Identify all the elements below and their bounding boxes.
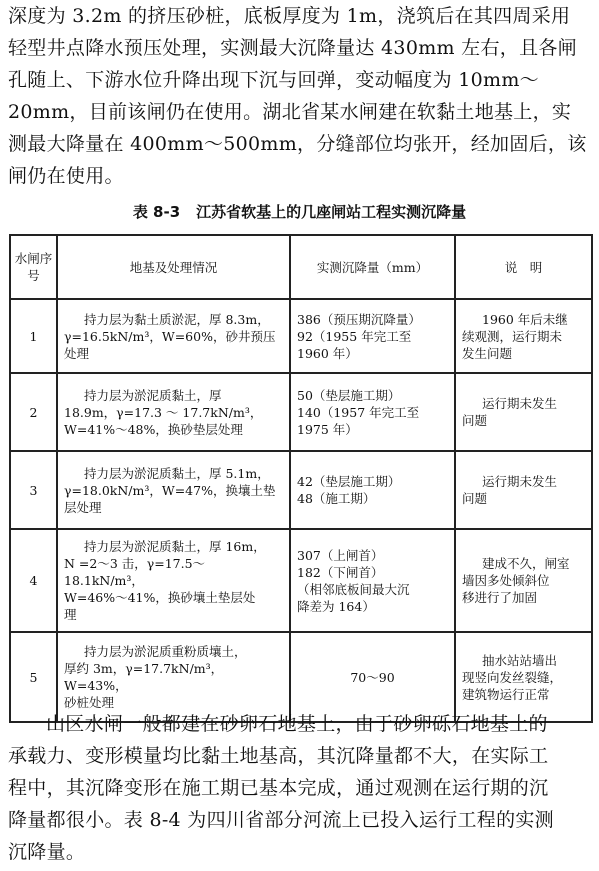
settlement-table [9,234,593,723]
text-line: 山区水闸一般都建在砂卵石地基上，由于砂卵砾石地基土的 [46,713,548,735]
cell-line: 运行期未发生 [482,474,558,489]
cell-line: γ=18.0kN/m³，W=47%，换壤土垫 [64,482,276,498]
cell-line: 307（上闸首） [297,547,384,563]
table-row [10,451,592,529]
cell-line: 层处理 [64,499,102,515]
cell-settlement [290,451,455,529]
cell-gate-no: 5 [10,632,57,722]
header-note: 说 明 [455,235,592,299]
cell-line: 抽水站站墙出 [482,652,558,668]
table-row [10,373,592,451]
cell-note [455,299,592,373]
cell-line: 70～90 [350,669,395,685]
paragraph-top [8,0,592,192]
text-line: 20mm，目前该闸仍在使用。湖北省某水闸建在软黏土地基上，实 [8,101,572,123]
table-title: 江苏省软基上的几座闸站工程实测沉降量 [196,203,467,221]
cell-line: 降差为 164） [297,598,375,614]
table-caption [0,200,599,224]
cell-line: 问题 [462,413,488,428]
cell-line: 48（施工期） [297,491,376,506]
cell-foundation [57,529,290,632]
cell-foundation [57,373,290,451]
cell-settlement [290,373,455,451]
table-header-row [10,235,592,299]
cell-line: 140（1957 年完工至 [297,404,420,420]
text-line: 承载力、变形模量均比黏土地基高，其沉降量都不大，在实际工 [8,745,549,767]
cell-line: 理 [64,607,77,622]
cell-line: 持力层为淤泥质重粉质壤土， [84,644,247,659]
cell-line: 建筑物运行正常 [462,686,550,702]
cell-line: 厚约 3m，γ=17.7kN/m³，W=43%， [64,661,224,693]
cell-line: 1960 年后未继 [482,311,568,327]
text-line: 孔随上、下游水位升降出现下沉与回弹，变动幅度为 10mm～ [8,69,539,91]
table-row [10,299,592,373]
cell-note [455,451,592,529]
cell-line: 持力层为黏土质淤泥，厚 8.3m， [84,311,270,327]
cell-line: 处理 [64,345,90,361]
cell-gate-no: 4 [10,529,57,632]
cell-line: 发生问题 [462,345,513,361]
text-line: 测最大降量在 400mm～500mm，分缝部位均张开，经加固后，该 [8,133,587,155]
cell-note [455,373,592,451]
text-line: 程中，其沉降变形在施工期已基本完成，通过观测在运行期的沉 [8,777,549,799]
cell-settlement [290,529,455,632]
header-foundation: 地基及处理情况 [57,235,290,299]
cell-line: （相邻底板间最大沉 [297,581,410,597]
cell-line: 50（垫层施工期） [297,387,401,403]
cell-line: 运行期未发生 [482,396,558,411]
cell-line: W=41%～48%，换砂垫层处理 [64,421,243,437]
cell-line: 移进行了加固 [462,590,538,605]
table-number: 表 8-3 [132,203,181,221]
cell-line: 386（预压期沉降量） [297,311,421,327]
cell-line: 1975 年） [297,421,358,437]
cell-settlement [290,299,455,373]
header-settlement: 实测沉降量（mm） [290,235,455,299]
cell-line: 18.9m，γ=17.3 ～ 17.7kN/m³， [64,404,263,420]
header-gate-no: 水闸序号 [10,235,57,299]
cell-foundation [57,299,290,373]
cell-gate-no: 2 [10,373,57,451]
cell-line: 问题 [462,491,488,506]
cell-line: 42（垫层施工期） [297,474,401,489]
text-line: 轻型井点降水预压处理，实测最大沉降量达 430mm 左右，且各闸 [8,37,577,59]
table-row [10,529,592,632]
text-line: 闸仍在使用。 [8,165,124,187]
cell-line: 墙因多处倾斜位 [462,573,550,588]
cell-foundation [57,451,290,529]
text-line: 降量都很小。表 8-4 为四川省部分河流上已投入运行工程的实测 [8,809,554,831]
cell-line: 续观测，运行期未 [462,328,563,344]
paragraph-bottom [8,708,592,868]
cell-gate-no: 1 [10,299,57,373]
cell-line: γ=16.5kN/m³，W=60%，砂井预压 [64,328,276,344]
cell-gate-no: 3 [10,451,57,529]
cell-line: 现竖向发丝裂缝， [462,669,563,685]
cell-note [455,529,592,632]
cell-line: N =2～3 击，γ=17.5～18.1kN/m³， [64,556,206,588]
cell-line: 92（1955 年完工至 [297,328,412,344]
cell-line: 1960 年） [297,345,358,361]
cell-line: 持力层为淤泥质黏土，厚 5.1m， [84,465,270,481]
text-line: 沉降量。 [8,841,86,863]
cell-line: 砂桩处理 [64,695,115,710]
cell-line: 182（下闸首） [297,564,384,580]
cell-line: 持力层为淤泥质黏土，厚 16m， [84,539,266,554]
text-line: 深度为 3.2m 的挤压砂桩，底板厚度为 1m，浇筑后在其四周采用 [8,5,571,27]
cell-line: 持力层为淤泥质黏土，厚 [84,387,222,403]
cell-line: W=46%～41%，换砂壤土垫层处 [64,590,256,605]
cell-line: 建成不久，闸室 [482,556,570,571]
